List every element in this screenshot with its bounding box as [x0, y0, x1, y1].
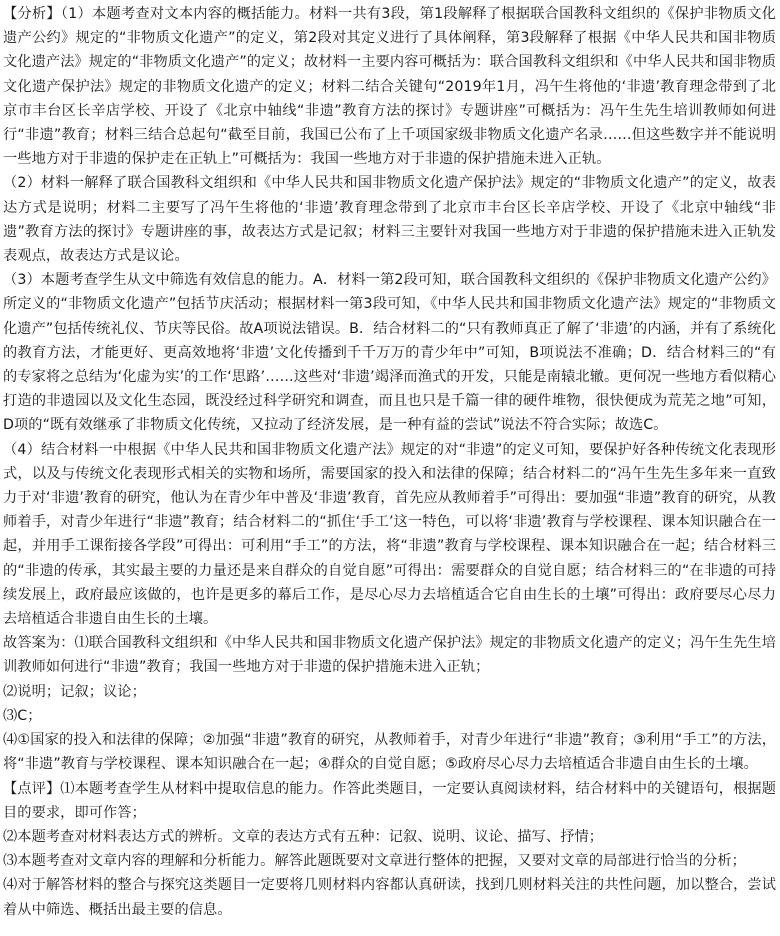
comment-paragraph-3: ⑶本题考查对文章内容的理解和分析能力。解答此题既要对文章进行整体的把握，又要对文章的局部进行恰当的分析； — [3, 853, 746, 870]
answer-paragraph-2: ⑵说明；记叙；议论； — [3, 683, 146, 700]
comment-paragraph-1: 【点评】⑴本题考查学生从材料中提取信息的能力。作答此类题目，一定要认真阅读材料，结合材料中的关键语句，根据题目的要求，即可作答； — [3, 780, 776, 821]
analysis-paragraph-4: （4）结合材料一中根据《中华人民共和国非物质文化遗产法》规定的对“非遗”的定义可知，要保护好各种传统文化表现形式，以及与传统文化表现形式相关的实物和场所，需要国家的投入和法律的保障；结合材料二的“冯午生先生多年来一直致力于对‘非遗’教育的研究，他认为在青少年中普及‘非遗’教育，首先应从教师着手”可得出：要加强“非遗”教育的研究，从教师着手，对青少年进行“非遗”教育；结合材料二的“抓住‘手工’这一特色，可以将‘非遗’教育与学校课程、课本知识融合在一起，并用手工课衔接各学段”可得出：可利用“手工”的方法，将“非遗”教育与学校课程、课本知识融合在一起；结合材料三的“非遗的传承，其实最主要的力量还是来自群众的自觉自愿”可得出：需要群众的自觉自愿；结合材料三的“在非遗的可持续发展上，政府最应该做的，也许是更多的幕后工作，是尽心尽力去培植适合它自由生长的土壤”可得出：政府要尽心尽力去培植适合非遗自由生长的土壤。 — [3, 441, 776, 628]
analysis-paragraph-3: （3）本题考查学生从文中筛选有效信息的能力。A．材料一第2段可知，联合国教科文组织的《保护非物质文化遗产公约》所定义的“非物质文化遗产”包括节庆活动；根据材料一第3段可知，《中华人民共和国非物质文化遗产法》规定的“非物质文化遗产”包括传统礼仪、节庆等民俗。故A项说法错误。B．结合材料二的“只有教师真正了解了‘非遗’的内涵，并有了系统化的教育方法，才能更好、更高效地将‘非遗’文化传播到千千万万的青少年中”可知，B项说法不准确；D．结合材料三的“有的专家将之总结为‘化虚为实’的工作‘思路’……这些对‘非遗’竭泽而渔式的开发，只能是南辕北辙。更何况一些地方看似精心打造的非遗园以及文化生态园，既没经过科学研究和调查，而且也只是千篇一律的硬件堆物，很快便成为荒芜之地”可知，D项的“既有效继承了非物质文化传统，又拉动了经济发展，是一种有益的尝试”说法不符合实际；故选C。 — [3, 272, 776, 434]
answer-paragraph-3: ⑶C； — [3, 707, 42, 724]
comment-paragraph-2: ⑵本题考查对材料表达方式的辨析。文章的表达方式有五种：记叙、说明、议论、描写、抒情； — [3, 828, 604, 845]
comment-paragraph-4: ⑷对于解答材料的整合与探究这类题目一定要将几则材料内容都认真研读，找到几则材料关注的共性问题，加以整合，尝试着从中筛选、概括出最主要的信息。 — [3, 877, 776, 918]
answer-paragraph-1: 故答案为：⑴联合国教科文组织和《中华人民共和国非物质文化遗产保护法》规定的非物质文化遗产的定义；冯午生先生培训教师如何进行“非遗”教育；我国一些地方对于非遗的保护措施未进入正轨； — [3, 635, 776, 676]
analysis-paragraph-1: 【分析】（1）本题考查对文本内容的概括能力。材料一共有3段，第1段解释了根据联合国教科文组织的《保护非物质文化遗产公约》规定的“非物质文化遗产”的定义，第2段对其定义进行了具体阐释，第3段解释了根据《中华人民共和国非物质文化遗产法》规定的“非物质文化遗产”的定义；故材料一主要内容可概括为：联合国教科文组织和《中华人民共和国非物质文化遗产保护法》规定的非物质文化遗产的定义；材料二结合关键句“2019年1月，冯午生将他的‘非遗’教育理念带到了北京市丰台区长辛店学校、开设了《北京中轴线“非遗”教育方法的探讨》专题讲座”可概括为：冯午生先生培训教师如何进行“非遗”教育；材料三结合总起句“截至目前，我国已公布了上千项国家级非物质文化遗产名录……但这些数字并不能说明一些地方对于非遗的保护走在正轨上”可概括为：我国一些地方对于非遗的保护措施未进入正轨。 — [3, 6, 776, 168]
answer-paragraph-4: ⑷①国家的投入和法律的保障；②加强“非遗”教育的研究，从教师着手，对青少年进行“非遗”教育；③利用“手工”的方法，将“非遗”教育与学校课程、课本知识融合在一起；④群众的自觉自愿；⑤政府尽心尽力去培植适合非遗自由生长的土壤。 — [3, 732, 776, 773]
analysis-paragraph-2: （2）材料一解释了联合国教科文组织和《中华人民共和国非物质文化遗产保护法》规定的“非物质文化遗产”的定义，故表达方式是说明；材料二主要写了冯午生将他的‘非遗’教育理念带到了北京市丰台区长辛店学校、开设了《北京中轴线“非遗”教育方法的探讨》专题讲座的事，故表达方式是记叙；材料三主要针对我国一些地方对于非遗的保护措施未进入正轨发表观点，故表达方式是议论。 — [3, 175, 776, 265]
